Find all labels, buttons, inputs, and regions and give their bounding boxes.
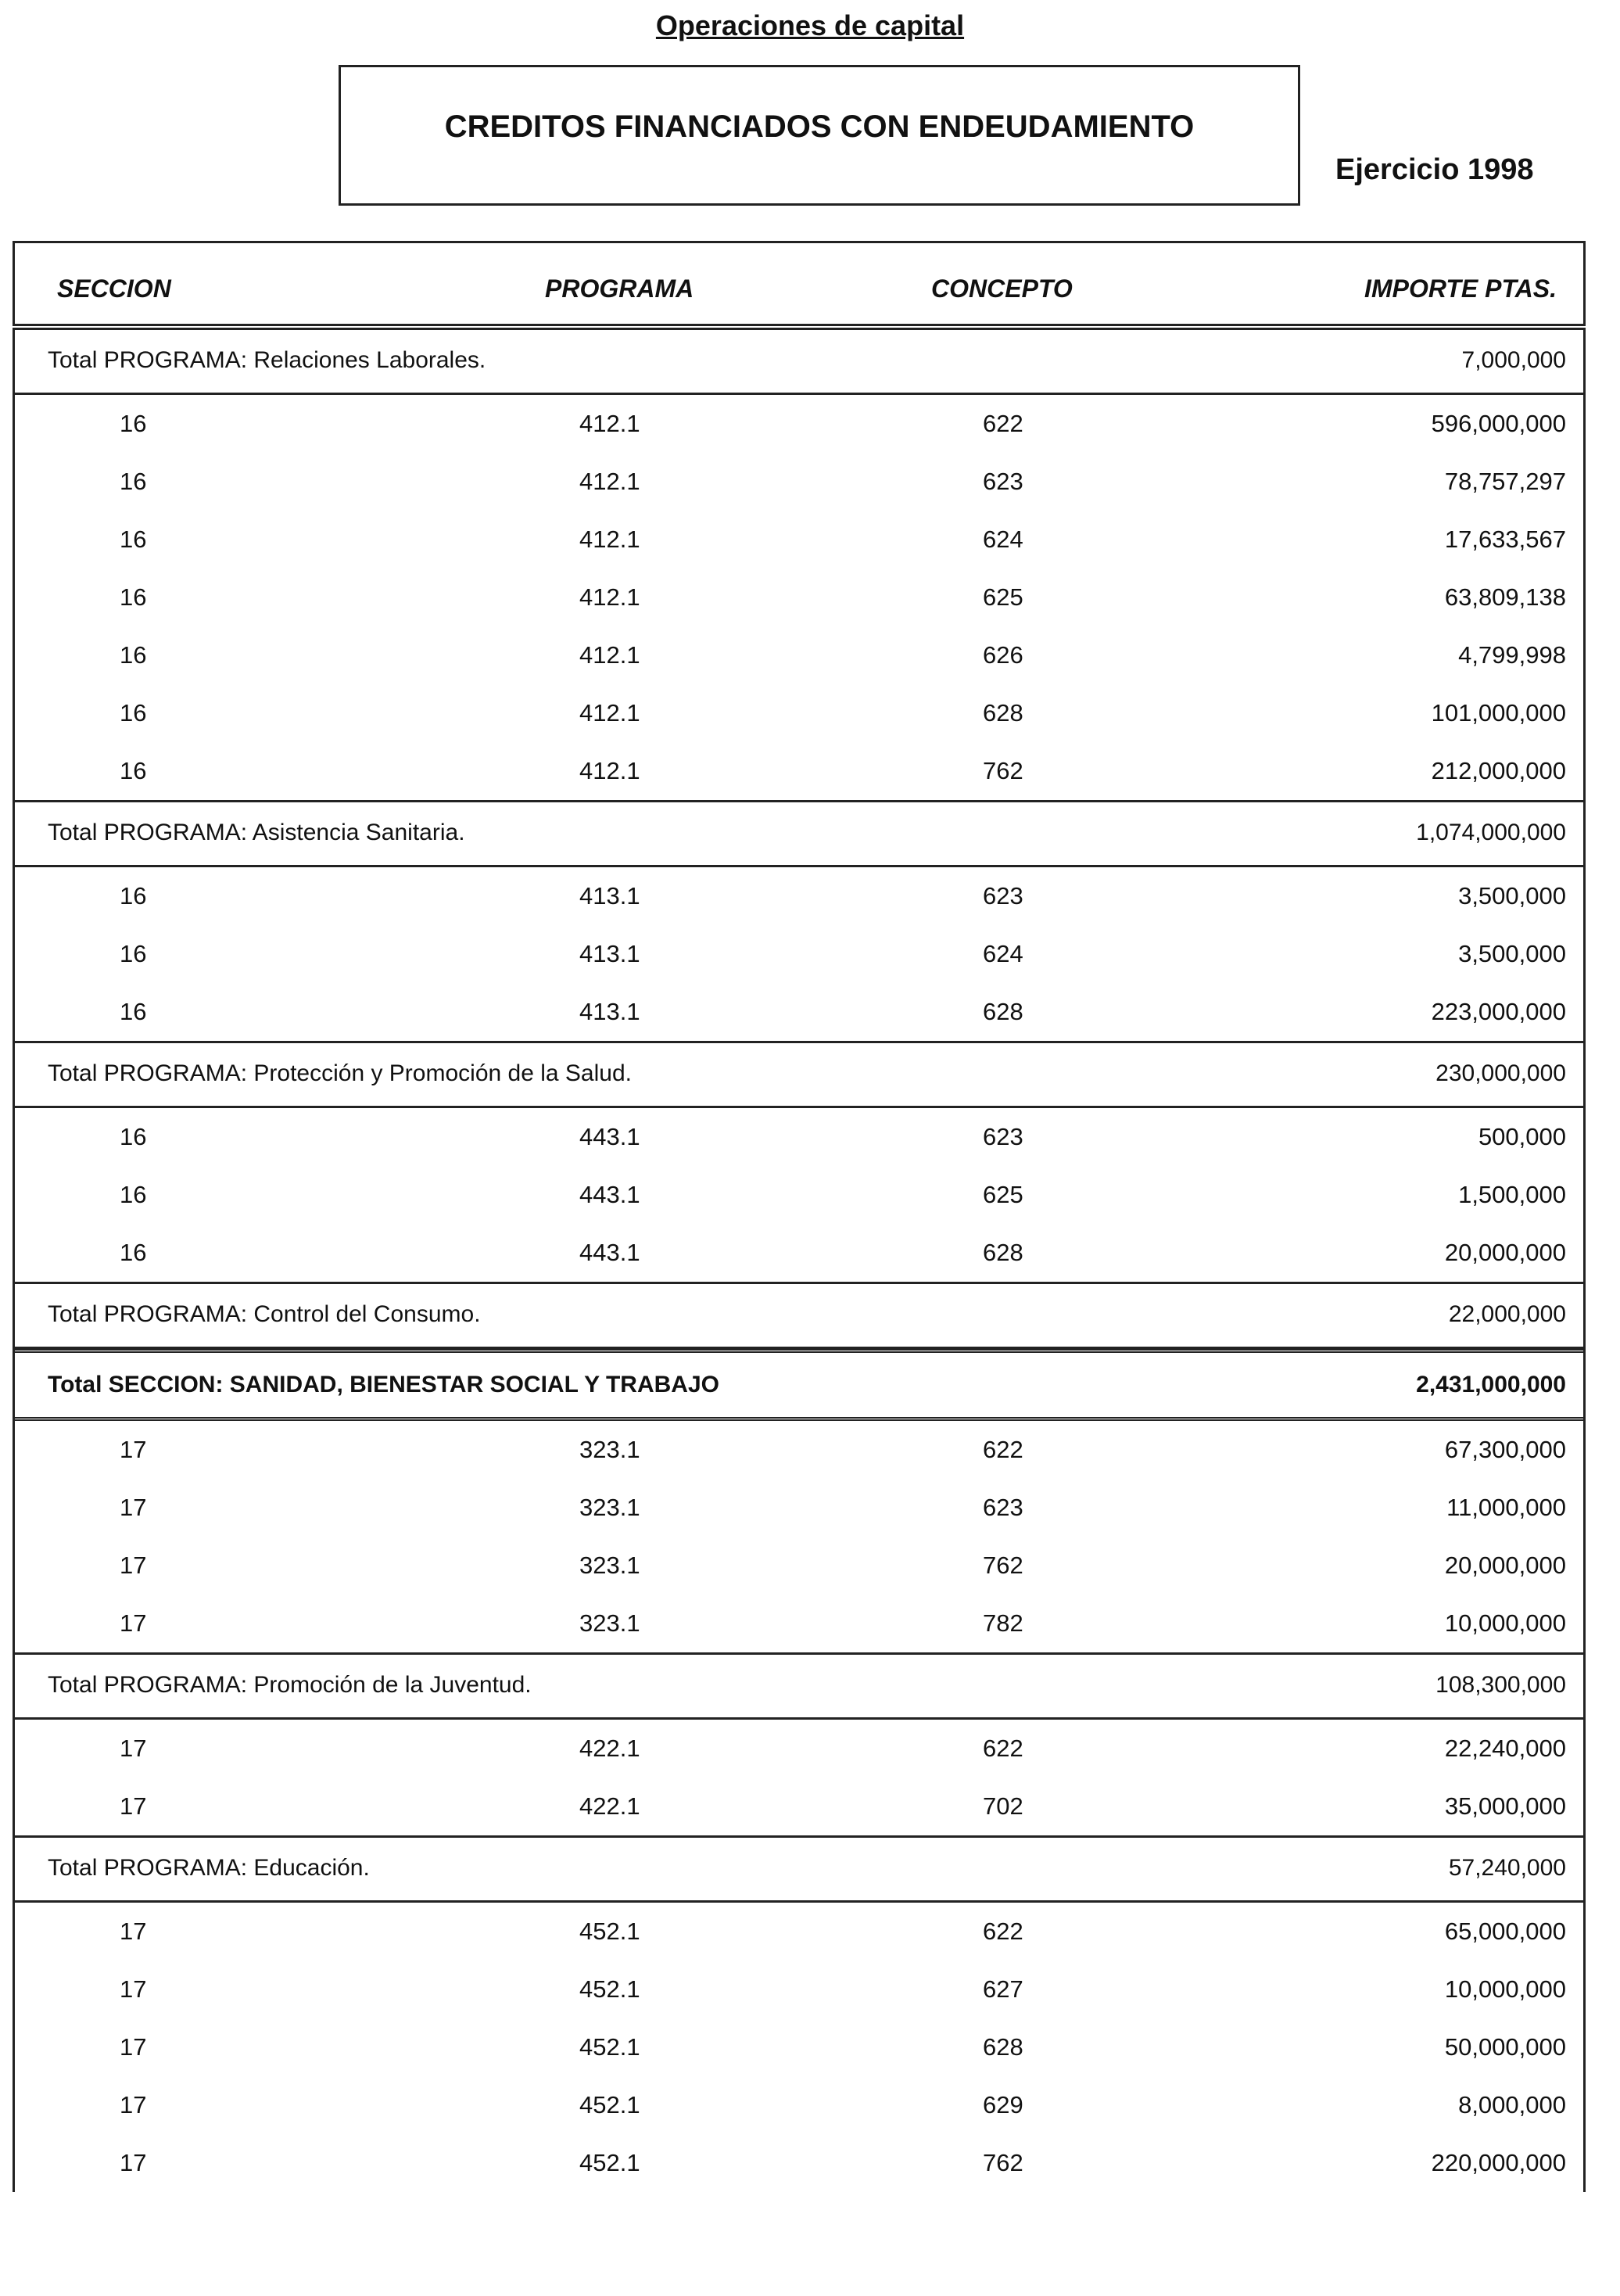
- cell-seccion: 16: [120, 1239, 147, 1266]
- cell-importe: 4,799,998: [1458, 641, 1566, 669]
- cell-programa: 452.1: [579, 2033, 640, 2061]
- cell-importe: 220,000,000: [1431, 2149, 1566, 2176]
- cell-importe: 67,300,000: [1444, 1436, 1566, 1463]
- total-label: Total PROGRAMA: Protección y Promoción de la Salud.: [48, 1060, 632, 1086]
- cell-seccion: 17: [120, 2091, 147, 2118]
- cell-importe: 10,000,000: [1444, 1609, 1566, 1637]
- cell-seccion: 17: [120, 1436, 147, 1463]
- cell-concepto: 624: [983, 940, 1023, 967]
- program-total-row: [15, 1655, 1583, 1720]
- total-value: 22,000,000: [1448, 1301, 1566, 1327]
- cell-seccion: 16: [120, 526, 147, 553]
- program-total-row: [15, 1838, 1583, 1903]
- cell-seccion: 16: [120, 1123, 147, 1150]
- program-total-row: [15, 330, 1583, 395]
- cell-importe: 596,000,000: [1431, 410, 1566, 437]
- table-row: [15, 1961, 1583, 2018]
- program-total-row: [15, 1284, 1583, 1349]
- cell-programa: 323.1: [579, 1494, 640, 1521]
- title-box: [339, 65, 1300, 206]
- cell-concepto: 629: [983, 2091, 1023, 2118]
- cell-importe: 3,500,000: [1458, 940, 1566, 967]
- cell-programa: 413.1: [579, 998, 640, 1025]
- cell-seccion: 16: [120, 699, 147, 726]
- cell-programa: 443.1: [579, 1123, 640, 1150]
- cell-programa: 443.1: [579, 1181, 640, 1208]
- cell-concepto: 622: [983, 1918, 1023, 1945]
- cell-seccion: 17: [120, 2033, 147, 2061]
- table-row: [15, 569, 1583, 626]
- header-importe: IMPORTE PTAS.: [1364, 274, 1557, 303]
- cell-concepto: 623: [983, 468, 1023, 495]
- cell-concepto: 625: [983, 583, 1023, 611]
- cell-seccion: 17: [120, 1735, 147, 1762]
- table-row: [15, 2018, 1583, 2076]
- cell-importe: 1,500,000: [1458, 1181, 1566, 1208]
- total-label: Total PROGRAMA: Asistencia Sanitaria.: [48, 820, 465, 845]
- table-row: [15, 1903, 1583, 1961]
- table-row: [15, 983, 1583, 1041]
- cell-importe: 20,000,000: [1444, 1552, 1566, 1579]
- cell-concepto: 762: [983, 1552, 1023, 1579]
- cell-seccion: 16: [120, 410, 147, 437]
- cell-concepto: 628: [983, 2033, 1023, 2061]
- cell-programa: 452.1: [579, 1918, 640, 1945]
- total-label: Total PROGRAMA: Promoción de la Juventud.: [48, 1672, 532, 1698]
- cell-concepto: 628: [983, 1239, 1023, 1266]
- table-row: [15, 1108, 1583, 1166]
- cell-importe: 11,000,000: [1446, 1494, 1566, 1521]
- cell-programa: 413.1: [579, 940, 640, 967]
- cell-seccion: 16: [120, 882, 147, 909]
- table-row: [15, 1537, 1583, 1595]
- cell-importe: 10,000,000: [1444, 1975, 1566, 2003]
- program-total-row: [15, 802, 1583, 867]
- program-total-row: [15, 1043, 1583, 1108]
- table-row: [15, 511, 1583, 569]
- cell-concepto: 626: [983, 641, 1023, 669]
- document-title: CREDITOS FINANCIADOS CON ENDEUDAMIENTO: [444, 109, 1195, 144]
- cell-concepto: 628: [983, 998, 1023, 1025]
- cell-concepto: 628: [983, 699, 1023, 726]
- row-group: [15, 1720, 1583, 1838]
- total-value: 7,000,000: [1461, 347, 1566, 373]
- cell-programa: 323.1: [579, 1552, 640, 1579]
- table-row: [15, 2076, 1583, 2134]
- cell-importe: 8,000,000: [1458, 2091, 1566, 2118]
- table-row: [15, 1778, 1583, 1835]
- cell-importe: 3,500,000: [1458, 882, 1566, 909]
- cell-importe: 78,757,297: [1444, 468, 1566, 495]
- table-row: [15, 1224, 1583, 1282]
- cell-programa: 443.1: [579, 1239, 640, 1266]
- cell-programa: 452.1: [579, 2149, 640, 2176]
- total-value: 230,000,000: [1435, 1060, 1566, 1086]
- cell-concepto: 622: [983, 1436, 1023, 1463]
- cell-programa: 413.1: [579, 882, 640, 909]
- cell-concepto: 624: [983, 526, 1023, 553]
- row-group: [15, 867, 1583, 1043]
- row-group: [15, 1421, 1583, 1655]
- cell-programa: 452.1: [579, 2091, 640, 2118]
- cell-seccion: 16: [120, 583, 147, 611]
- cell-concepto: 762: [983, 2149, 1023, 2176]
- cell-importe: 223,000,000: [1431, 998, 1566, 1025]
- cell-seccion: 16: [120, 468, 147, 495]
- table-row: [15, 2134, 1583, 2192]
- total-label: Total PROGRAMA: Control del Consumo.: [48, 1301, 481, 1327]
- cell-importe: 50,000,000: [1444, 2033, 1566, 2061]
- cell-concepto: 622: [983, 1735, 1023, 1762]
- cell-importe: 101,000,000: [1431, 699, 1566, 726]
- cell-importe: 35,000,000: [1444, 1792, 1566, 1820]
- table-row: [15, 1720, 1583, 1778]
- table-row: [15, 684, 1583, 742]
- cell-programa: 323.1: [579, 1436, 640, 1463]
- credits-table: [13, 241, 1586, 2192]
- cell-seccion: 17: [120, 1494, 147, 1521]
- cell-importe: 20,000,000: [1444, 1239, 1566, 1266]
- cell-seccion: 17: [120, 1975, 147, 2003]
- cell-concepto: 762: [983, 757, 1023, 784]
- cell-programa: 422.1: [579, 1735, 640, 1762]
- table-row: [15, 1166, 1583, 1224]
- cell-seccion: 17: [120, 1552, 147, 1579]
- cell-seccion: 17: [120, 1609, 147, 1637]
- cell-seccion: 16: [120, 641, 147, 669]
- cell-programa: 452.1: [579, 1975, 640, 2003]
- cell-programa: 412.1: [579, 468, 640, 495]
- cell-concepto: 623: [983, 1494, 1023, 1521]
- total-label: Total SECCION: SANIDAD, BIENESTAR SOCIAL Y TRABAJO: [48, 1372, 719, 1397]
- cell-importe: 22,240,000: [1444, 1735, 1566, 1762]
- header-programa: PROGRAMA: [545, 274, 694, 303]
- header-seccion: SECCION: [57, 274, 171, 303]
- cell-importe: 65,000,000: [1444, 1918, 1566, 1945]
- cell-programa: 412.1: [579, 641, 640, 669]
- cell-programa: 412.1: [579, 410, 640, 437]
- table-row: [15, 1421, 1583, 1479]
- cell-seccion: 16: [120, 757, 147, 784]
- cell-seccion: 16: [120, 940, 147, 967]
- table-row: [15, 867, 1583, 925]
- cell-concepto: 627: [983, 1975, 1023, 2003]
- total-value: 57,240,000: [1448, 1855, 1566, 1881]
- cell-seccion: 16: [120, 1181, 147, 1208]
- cell-importe: 63,809,138: [1444, 583, 1566, 611]
- table-row: [15, 453, 1583, 511]
- cell-seccion: 17: [120, 2149, 147, 2176]
- table-body: [13, 330, 1586, 2192]
- total-value: 2,431,000,000: [1416, 1372, 1566, 1397]
- cell-concepto: 623: [983, 1123, 1023, 1150]
- row-group: [15, 395, 1583, 802]
- cell-programa: 412.1: [579, 757, 640, 784]
- cell-programa: 422.1: [579, 1792, 640, 1820]
- cell-importe: 500,000: [1478, 1123, 1566, 1150]
- page-subtitle: Operaciones de capital: [655, 9, 965, 41]
- cell-concepto: 782: [983, 1609, 1023, 1637]
- total-label: Total PROGRAMA: Relaciones Laborales.: [48, 347, 486, 373]
- cell-concepto: 623: [983, 882, 1023, 909]
- table-header: [13, 241, 1586, 324]
- total-value: 108,300,000: [1435, 1672, 1566, 1698]
- table-row: [15, 626, 1583, 684]
- total-label: Total PROGRAMA: Educación.: [48, 1855, 370, 1881]
- table-row: [15, 1595, 1583, 1652]
- fiscal-year-label: Ejercicio 1998: [1335, 153, 1534, 186]
- cell-seccion: 16: [120, 998, 147, 1025]
- cell-programa: 412.1: [579, 699, 640, 726]
- cell-programa: 323.1: [579, 1609, 640, 1637]
- cell-programa: 412.1: [579, 583, 640, 611]
- cell-concepto: 625: [983, 1181, 1023, 1208]
- cell-seccion: 17: [120, 1918, 147, 1945]
- cell-concepto: 622: [983, 410, 1023, 437]
- cell-programa: 412.1: [579, 526, 640, 553]
- total-value: 1,074,000,000: [1416, 820, 1566, 845]
- table-row: [15, 742, 1583, 800]
- row-group: [15, 1903, 1583, 2192]
- cell-importe: 212,000,000: [1431, 757, 1566, 784]
- cell-concepto: 702: [983, 1792, 1023, 1820]
- section-total-row: [15, 1349, 1583, 1421]
- table-row: [15, 395, 1583, 453]
- table-row: [15, 925, 1583, 983]
- cell-seccion: 17: [120, 1792, 147, 1820]
- row-group: [15, 1108, 1583, 1284]
- header-concepto: CONCEPTO: [931, 274, 1073, 303]
- table-row: [15, 1479, 1583, 1537]
- cell-importe: 17,633,567: [1444, 526, 1566, 553]
